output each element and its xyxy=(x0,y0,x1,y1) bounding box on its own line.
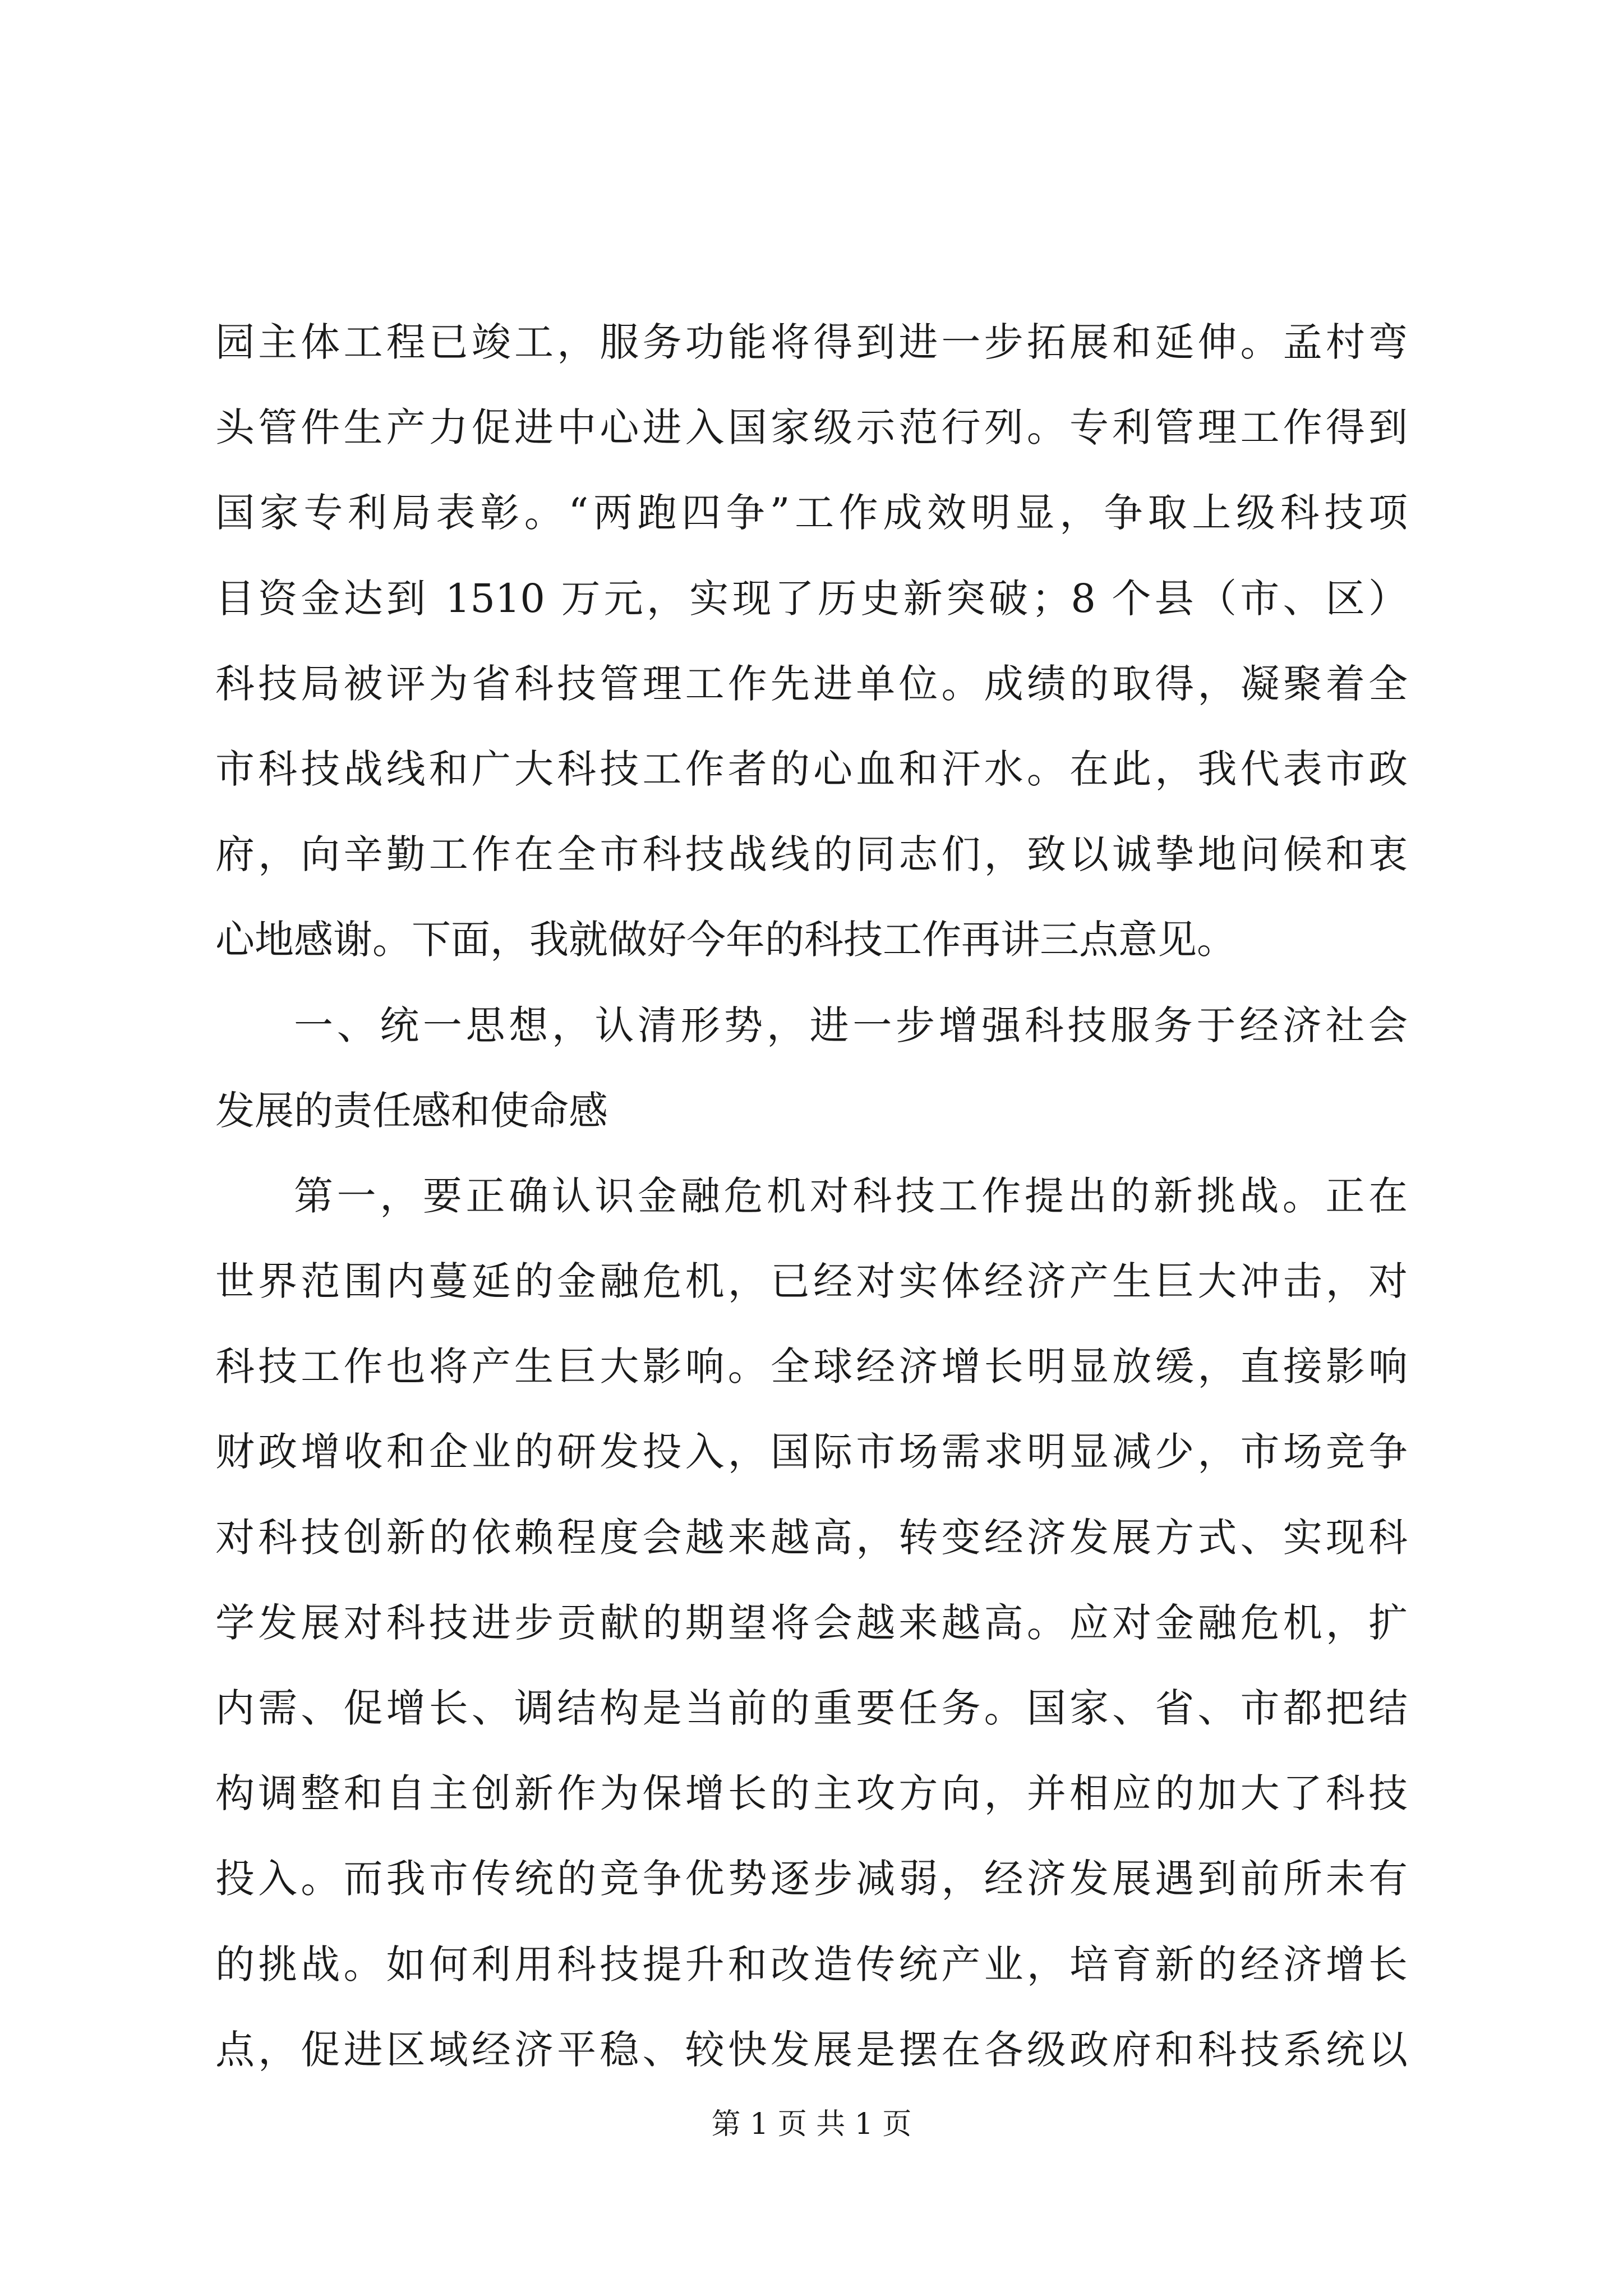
text-line-19: 投入。而我市传统的竞争优势逐步减弱，经济发展遇到前所未有 xyxy=(215,1856,1408,1902)
text-line-12: 世界范围内蔓延的金融危机，已经对实体经济产生巨大冲击，对 xyxy=(215,1258,1408,1305)
text-line-5: 科技局被评为省科技管理工作先进单位。成绩的取得，凝聚着全 xyxy=(215,660,1408,707)
section-heading-line-1: 一、统一思想，认清形势，进一步增强科技服务于经济社会 xyxy=(294,1002,1408,1048)
page-number-footer: 第 1 页 共 1 页 xyxy=(711,2108,912,2141)
text-line-21: 点，促进区域经济平稳、较快发展是摆在各级政府和科技系统以 xyxy=(215,2026,1408,2073)
section-heading-line-2: 发展的责任感和使命感 xyxy=(215,1087,608,1134)
text-line-1: 园主体工程已竣工，服务功能将得到进一步拓展和延伸。孟村弯 xyxy=(215,319,1408,365)
text-line-3: 国家专利局表彰。“两跑四争”工作成效明显，争取上级科技项 xyxy=(215,490,1408,536)
text-line-13: 科技工作也将产生巨大影响。全球经济增长明显放缓，直接影响 xyxy=(215,1343,1408,1390)
text-line-14: 财政增收和企业的研发投入，国际市场需求明显减少，市场竞争 xyxy=(215,1429,1408,1475)
text-line-16: 学发展对科技进步贡献的期望将会越来越高。应对金融危机，扩 xyxy=(215,1599,1408,1646)
text-line-15: 对科技创新的依赖程度会越来越高，转变经济发展方式、实现科 xyxy=(215,1514,1408,1561)
text-line-18: 构调整和自主创新作为保增长的主攻方向，并相应的加大了科技 xyxy=(215,1770,1408,1817)
text-line-8: 心地感谢。下面，我就做好今年的科技工作再讲三点意见。 xyxy=(215,917,1236,963)
text-line-11: 第一，要正确认识金融危机对科技工作提出的新挑战。正在 xyxy=(294,1172,1408,1219)
text-line-7: 府，向辛勤工作在全市科技战线的同志们，致以诚挚地问候和衷 xyxy=(215,831,1408,878)
text-line-17: 内需、促增长、调结构是当前的重要任务。国家、省、市都把结 xyxy=(215,1685,1408,1731)
text-line-20: 的挑战。如何利用科技提升和改造传统产业，培育新的经济增长 xyxy=(215,1941,1408,1987)
text-line-2: 头管件生产力促进中心进入国家级示范行列。专利管理工作得到 xyxy=(215,404,1408,451)
document-body xyxy=(215,300,1408,2092)
text-line-4: 目资金达到 1510 万元，实现了历史新突破；8 个县（市、区） xyxy=(215,575,1408,622)
text-line-6: 市科技战线和广大科技工作者的心血和汗水。在此，我代表市政 xyxy=(215,746,1408,792)
